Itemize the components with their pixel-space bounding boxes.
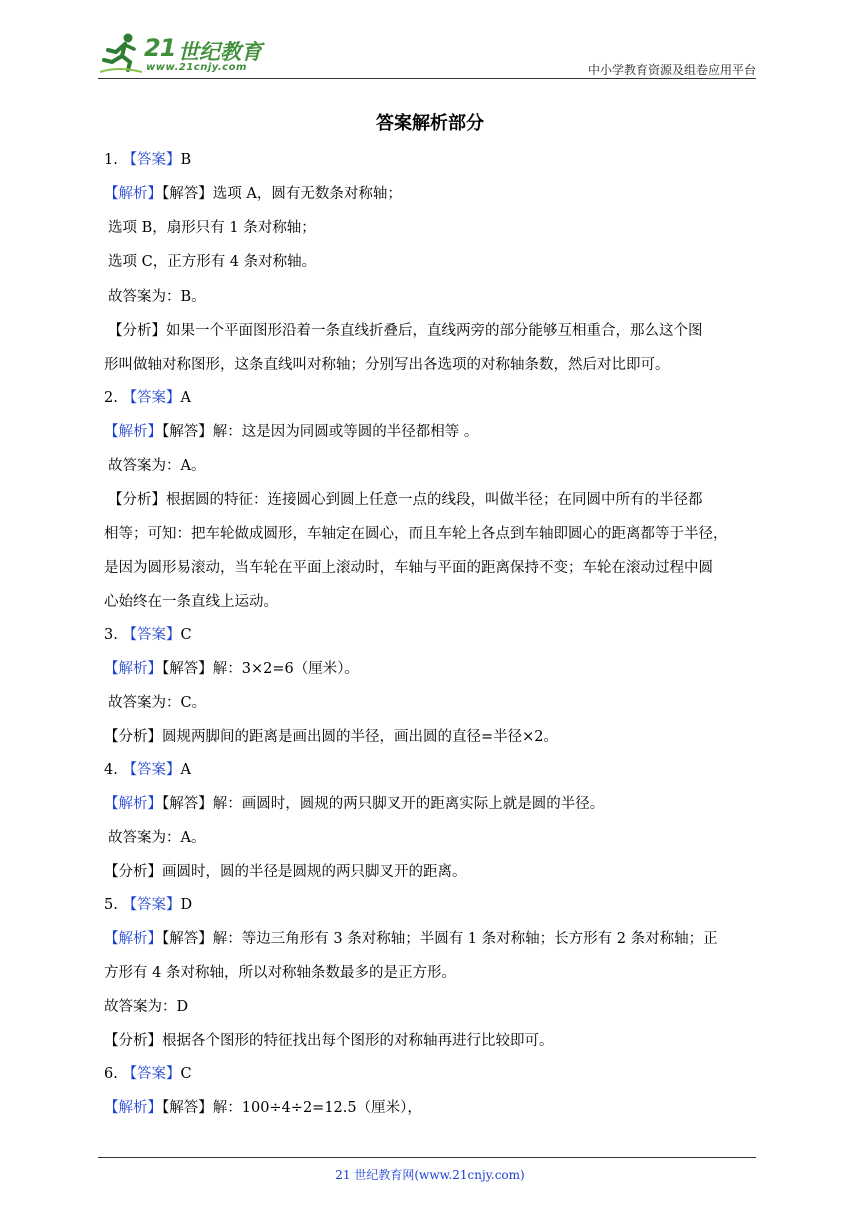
text-line — [108, 252, 316, 272]
line-text: 形叫做轴对称图形，这条直线叫对称轴；分别写出各选项的对称轴条数，然后对比即可。 — [104, 357, 670, 373]
text-line — [104, 388, 191, 408]
text-line — [104, 625, 192, 645]
section-tag: 【解析】 — [104, 931, 162, 947]
text-line — [104, 1031, 554, 1051]
text-line — [104, 862, 467, 882]
line-text: 6. — [104, 1066, 123, 1082]
line-text: 【解答】解：100÷4÷2=12.5（厘米）， — [162, 1100, 422, 1116]
line-text: A — [180, 762, 191, 778]
text-line — [108, 287, 206, 307]
section-tag: 【解析】 — [104, 661, 162, 677]
logo-number: 21 — [144, 34, 176, 62]
text-line — [108, 490, 703, 510]
text-line — [104, 895, 192, 915]
line-text: 3. — [104, 627, 123, 643]
line-text: 【解答】选项 A，圆有无数条对称轴； — [162, 186, 402, 202]
line-text: 【解答】解：画圆时，圆规的两只脚叉开的距离实际上就是圆的半径。 — [162, 796, 605, 812]
text-line — [104, 997, 188, 1017]
line-text: 【分析】根据圆的特征：连接圆心到圆上任意一点的线段，叫做半径；在同圆中所有的半径都 — [108, 492, 703, 508]
section-tag: 【解析】 — [104, 186, 162, 202]
text-line — [104, 524, 728, 544]
page-header — [98, 30, 756, 78]
runner-logo-icon — [98, 32, 144, 76]
section-tag: 【解析】 — [104, 1100, 162, 1116]
text-line — [104, 794, 604, 814]
site-logo — [98, 32, 268, 76]
line-text: 1. — [104, 152, 123, 168]
line-text: 【分析】画圆时，圆的半径是圆规的两只脚叉开的距离。 — [104, 864, 467, 880]
section-tag: 【解析】 — [104, 424, 162, 440]
line-text: 故答案为：C。 — [108, 695, 207, 711]
line-text: D — [180, 897, 193, 913]
line-text: 是因为圆形易滚动，当车轮在平面上滚动时，车轴与平面的距离保持不变；车轮在滚动过程中圆 — [104, 560, 713, 576]
line-text: 5. — [104, 897, 123, 913]
text-line — [104, 1098, 422, 1118]
line-text: 选项 B，扇形只有 1 条对称轴； — [108, 220, 316, 236]
page-title: 答案解析部分 — [376, 113, 484, 134]
line-text: 【解答】解：3×2=6（厘米）。 — [162, 661, 359, 677]
line-text: 【解答】解：这是因为同圆或等圆的半径都相等 。 — [162, 424, 479, 440]
line-text: 方形有 4 条对称轴，所以对称轴条数最多的是正方形。 — [104, 965, 456, 981]
text-line — [104, 727, 558, 747]
footer-divider — [98, 1157, 756, 1158]
section-tag: 【答案】 — [122, 152, 181, 168]
platform-name: 中小学教育资源及组卷应用平台 — [587, 63, 756, 77]
text-line — [108, 693, 206, 713]
line-text: A — [180, 390, 191, 406]
line-text: 2. — [104, 390, 123, 406]
line-text: C — [180, 1066, 192, 1082]
text-line — [108, 321, 703, 341]
line-text: B — [180, 152, 192, 168]
text-line — [104, 355, 670, 375]
line-text: 【解答】解：等边三角形有 3 条对称轴；半圆有 1 条对称轴；长方形有 2 条对称轴；正 — [162, 931, 718, 947]
section-tag: 【答案】 — [122, 762, 181, 778]
section-tag: 【答案】 — [122, 390, 181, 406]
line-text: 故答案为：D — [104, 999, 189, 1015]
text-line — [104, 760, 191, 780]
section-tag: 【答案】 — [122, 897, 181, 913]
text-line — [104, 929, 718, 949]
section-tag: 【答案】 — [122, 1066, 181, 1082]
line-text: 故答案为：A。 — [108, 830, 206, 846]
page-footer: 21 世纪教育网(www.21cnjy.com) — [335, 1168, 525, 1182]
text-line — [104, 659, 359, 679]
text-line — [104, 558, 713, 578]
line-text: 【分析】圆规两脚间的距离是画出圆的半径，画出圆的直径=半径×2。 — [104, 729, 559, 745]
line-text: 【分析】如果一个平面图形沿着一条直线折叠后，直线两旁的部分能够互相重合，那么这个图 — [108, 323, 703, 339]
line-text: 故答案为：B。 — [108, 289, 206, 305]
line-text: 相等；可知：把车轮做成圆形，车轴定在圆心，而且车轮上各点到车轴即圆心的距离都等于半径， — [104, 526, 728, 542]
text-line — [104, 422, 478, 442]
line-text: 4. — [104, 762, 123, 778]
line-text: C — [180, 627, 192, 643]
text-line — [104, 1064, 192, 1084]
logo-url: www.21cnjy.com — [146, 62, 247, 73]
line-text: 故答案为：A。 — [108, 458, 206, 474]
line-text: 心始终在一条直线上运动。 — [104, 594, 278, 610]
text-line — [108, 828, 205, 848]
text-line — [108, 456, 205, 476]
text-line — [108, 218, 316, 238]
line-text: 选项 C，正方形有 4 条对称轴。 — [108, 254, 317, 270]
section-tag: 【答案】 — [122, 627, 181, 643]
section-tag: 【解析】 — [104, 796, 162, 812]
text-line — [104, 963, 456, 983]
text-line — [104, 150, 191, 170]
line-text: 【分析】根据各个图形的特征找出每个图形的对称轴再进行比较即可。 — [104, 1033, 554, 1049]
logo-name: 世纪教育 — [178, 40, 262, 64]
text-line — [104, 184, 402, 204]
header-divider — [98, 78, 756, 79]
text-line — [104, 592, 278, 612]
